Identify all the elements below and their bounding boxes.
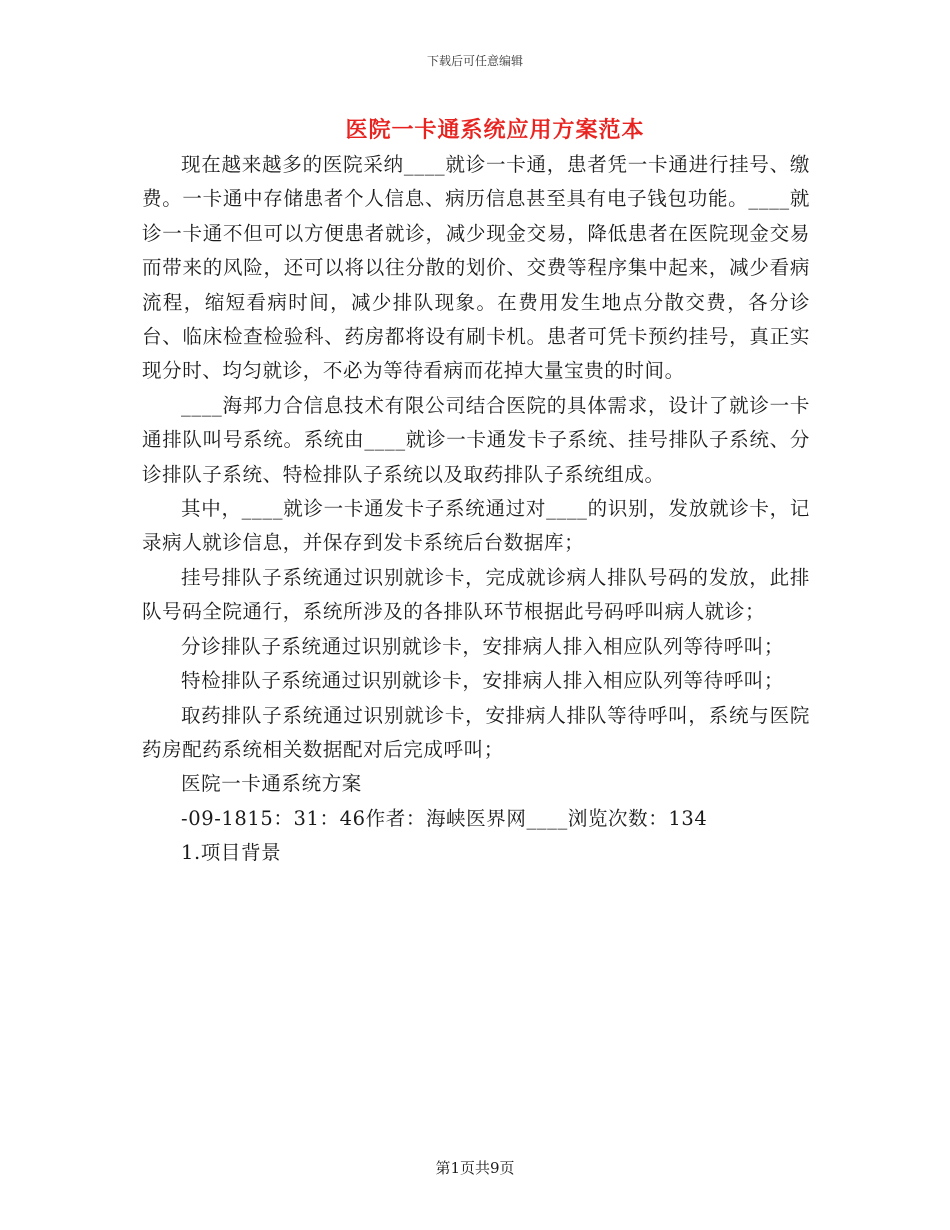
page-number: 第1页共9页 (435, 1159, 515, 1177)
paragraph-intro: 现在越来越多的医院采纳____就诊一卡通，患者凭一卡通进行挂号、缴费。一卡通中存储患者个人信息、病历信息甚至具有电子钱包功能。____就诊一卡通不但可以方便患者就诊，减少现金交易，降低患者在医院现金交易而带来的风险，还可以将以往分散的划价、交费等程序集中起来，减少看病流程，缩短看病时间，减少排队现象。在费用发生地点分散交费，各分诊台、临床检查检验科、药房都将设有刷卡机。患者可凭卡预约挂号，真正实现分时、均匀就诊，不必为等待看病而花掉大量宝贵的时间。 (142, 153, 810, 383)
section-number-heading: 1.项目背景 (181, 841, 282, 865)
document-body (142, 148, 810, 871)
section-heading: 医院一卡通系统方案 (181, 772, 362, 796)
paragraph-pharmacy-queue: 取药排队子系统通过识别就诊卡，安排病人排队等待呼叫，系统与医院药房配药系统相关数据配对后完成呼叫； (142, 703, 810, 761)
paragraph-special-exam-queue: 特检排队子系统通过识别就诊卡，安排病人排入相应队列等待呼叫； (181, 669, 785, 693)
page-header: 下载后可任意编辑 (426, 54, 523, 68)
paragraph-triage-queue: 分诊排队子系统通过识别就诊卡，安排病人排入相应队列等待呼叫； (181, 634, 785, 658)
paragraph-registration-queue: 挂号排队子系统通过识别就诊卡，完成就诊病人排队号码的发放，此排队号码全院通行，系统所涉及的各排队环节根据此号码呼叫病人就诊； (142, 565, 810, 624)
paragraph-card-issuing: 其中，____就诊一卡通发卡子系统通过对____的识别，发放就诊卡，记录病人就诊信息，并保存到发卡系统后台数据库； (142, 497, 810, 555)
article-meta: -09-1815：31：46作者：海峡医界网____浏览次数：134 (181, 806, 708, 830)
document-title: 医院一卡通系统应用方案范本 (345, 117, 645, 143)
paragraph-system-design: ____海邦力合信息技术有限公司结合医院的具体需求，设计了就诊一卡通排队叫号系统。系统由____就诊一卡通发卡子系统、挂号排队子系统、分诊排队子系统、特检排队子系统以及取药排队子系统组成。 (142, 393, 810, 486)
